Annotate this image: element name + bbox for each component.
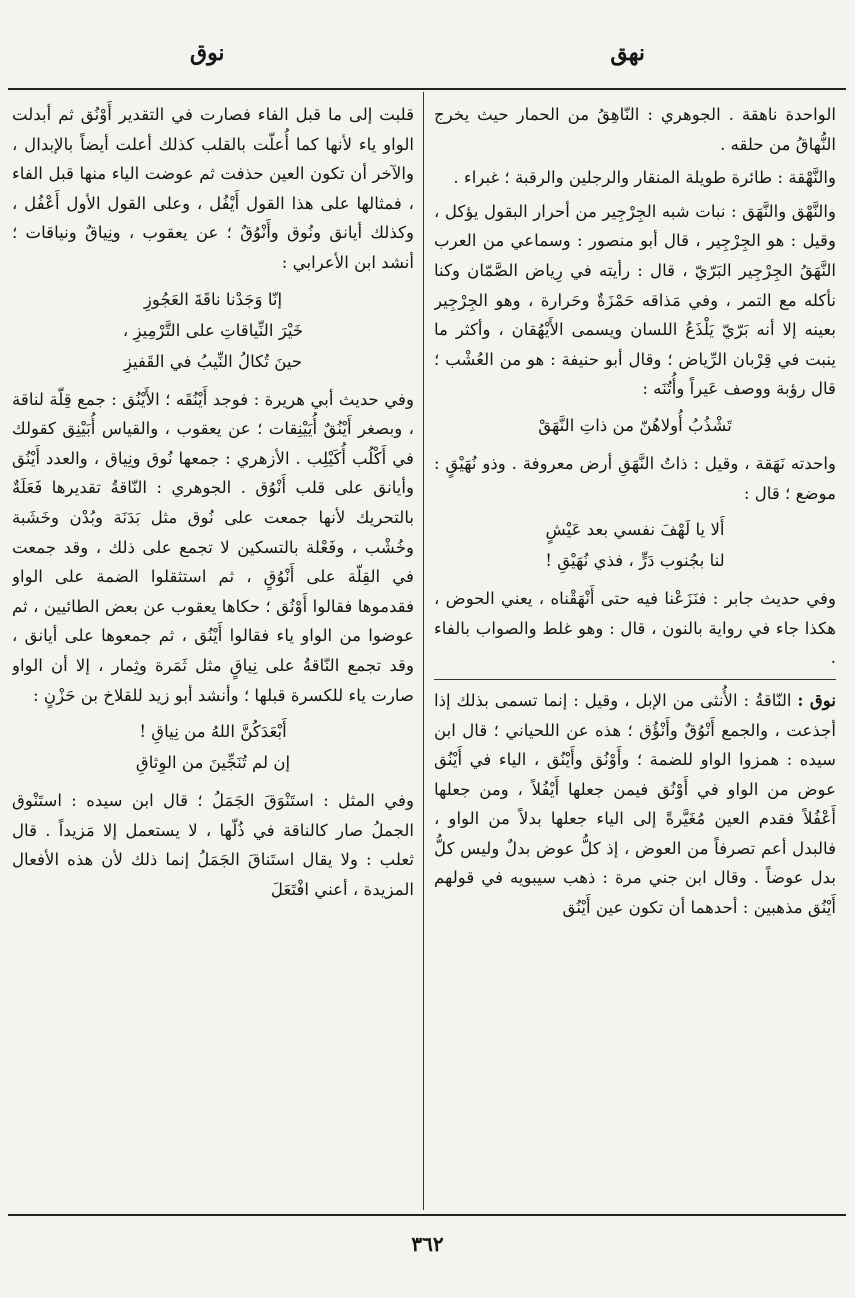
verse-line: أَبْعَدَكُنَّ اللهُ من نِياقِ ! [139,722,287,742]
entry-headword: نوق : [797,689,836,710]
page-number: ٣٦٢ [411,1232,444,1256]
verse [12,284,414,377]
verse-line: إنّا وَجَدْنا ناقَةَ العَجُوزِ [143,289,283,309]
left-column [12,100,414,1210]
header-rule [8,88,846,90]
verse [434,410,836,441]
paragraph: واحدته نَهَقة ، وقيل : ذاتُ النَّهَقِ أرض معروفة . وذو نُهَيْقٍ : موضع ؛ قال : [434,453,836,503]
paragraph: والنَّهْق والنَّهَق : نبات شبه الجِرْجِير من أحرار البقول يؤكل ، وقيل : هو الجِرْجِير ، قال أبو منصور : وسماعي من العرب النَّهَقُ الجِرْجِير البَرّيّ ، قال : رأيته في رِياض الصَّمّان وكنا نأكله مع التمر ، وفي مَذاقه حَمْزَةٌ وحَرارة ، وهو الجِرْجِير بعينه إلا أنه بَرّيّ يَلْذَعُ اللسان ويسمى الأَيْهُقان ، وأكثر ما ينبت في قِرْبان الرِّياض ؛ وقال أبو حنيفة : هو من العُشْب ؛ قال رؤبة ووصف عَيراً وأُتُنَه : [434,201,836,399]
paragraph: الواحدة ناهقة . الجوهري : النّاهِقُ من الحمار حيث يخرج النُّهاقُ من حلقه . [434,105,836,154]
entry-text: النّاقةُ : الأُنثى من الإبل ، وقيل : إنما تسمى بذلك إذا أجذعت ، والجمع أَنْوُقٌ وأَنْؤُق ؛ هذه عن اللحياني ؛ قال ابن سيده : همزوا الواو للضمة ؛ وأَوْنُق وأَيْنُق ، الياء في أَيْنُق عوض من الواو في أَوْنُق فيمن جعلها أَيْفُلاً ، ومن جعلها أَعْفُلاً فقدم العين مُغَيَّرةً إلى الياء جعلها بدلاً من الواو ، فالبدل أعم تصرفاً من العوض ، إذ كلُّ عوض بدلٌ وليس كلُّ بدل عوضاً . وقال ابن جني مرة : ذهب سيبويه في قولهم أَيْنُق مذهبين : أحدهما أن تكون عين أَيْنُق [434,690,836,918]
paragraph: وفي حديث أبي هريرة : فوجد أَيْنُقَه ؛ الأَيْنُق : جمع قِلّة لناقة ، وبصغر أَيْنُقٌ أُيَيْنِقات ؛ عن يعقوب ، والقياس أُبَيْنِق كقولك في أَكْلُب أُكَيْلِب . الأزهري : جمعها نُوق ونِياق ، والعدد أَيْنُق وأيانق على قلب أَنْوُق . الجوهري : النّاقةُ تقديرها فَعَلَةٌ بالتحريك لأنها جمعت على نُوق مثل بَدَنَة وبُدْن وخَشَبة وخُشْب ، وفَعْلة بالتسكين لا تجمع على ذلك ، وقد جمعت في القِلّة على أَنْوُقٍ ، ثم استثقلوا الضمة على الواو فقدموها فقالوا أَوْنُق ؛ حكاها يعقوب عن بعض الطائيين ، ثم عوضوا من الواو ياء فقالوا أَيْنُق ، ثم جمعوها على أيانق ، وقد تجمع النّاقةُ على نِياقٍ مثل ثَمَرة وثِمار ، إلا أن الواو صارت ياء للكسرة قبلها ؛ وأنشد أبو زيد للقلاخ بن حَزْنٍ : [12,389,414,705]
verse-line: إن لم تُنَجِّينَ من الوِثاقِ [135,753,291,773]
running-headword-left: نوق [190,40,225,66]
verse [12,716,414,778]
running-headword-right: نهق [610,40,645,66]
verse-line: حينَ تُكالُ النِّيبُ في القَفيزِ [123,351,303,371]
verse [434,514,836,576]
paragraph: وفي حديث جابر : فنَزَعْنا فيه حتى أَنْهَقْناه ، يعني الحوض ، هكذا جاء في رواية بالنون ، قال : وهو غلط والصواب بالفاء . [434,589,836,668]
verse-line: تَشْذُبُ أُولاهُنّ من ذاتِ النَّهَقْ [538,415,732,435]
verse-line: لنا بجُنوب دَرٍّ ، فذي نُهَيْقِ ! [545,551,725,571]
paragraph: وفي المثل : استَنْوَقَ الجَمَلُ ؛ قال ابن سيده : استَنْوق الجملُ صار كالناقة في ذُلّها ، لا يستعمل إلا مَزيداً . قال ثعلب : ولا يقال استَناقَ الجَمَلُ إنما ذلك لأن هذه الأفعال المزيدة ، أعني افْتَعَلَ [12,791,414,899]
verse-line: أَلا يا لَهْفَ نفسي بعد عَيْشٍ [545,520,725,540]
paragraph: والنَّهْقة : طائرة طويلة المنقار والرجلين والرقبة ؛ غبراء . [453,168,836,188]
entry-paragraph [434,679,836,923]
paragraph: قلبت إلى ما قبل الفاء فصارت في التقدير أَوْنُق ثم أبدلت الواو ياء لأنها كما أُعلّت بالقلب كذلك أعلت أيضاً بالإبدال ، والآخر أن تكون العين حذفت ثم عوضت الياء منها قبل الفاء ، فمثالها على هذا القول أَيْفُل ، وعلى القول الأول أَعْفُل ، وكذلك أيانق ونُوق وأَنْوُقٌ ؛ عن يعقوب ، ونِياقٌ ونياقات ؛ أنشد ابن الأعرابي : [12,105,414,272]
footer-rule [8,1214,846,1216]
column-divider [423,92,424,1210]
verse-line: خَيْرَ النِّياقاتِ على التَّرْمِيزِ ، [122,320,304,340]
right-column [434,100,836,1210]
